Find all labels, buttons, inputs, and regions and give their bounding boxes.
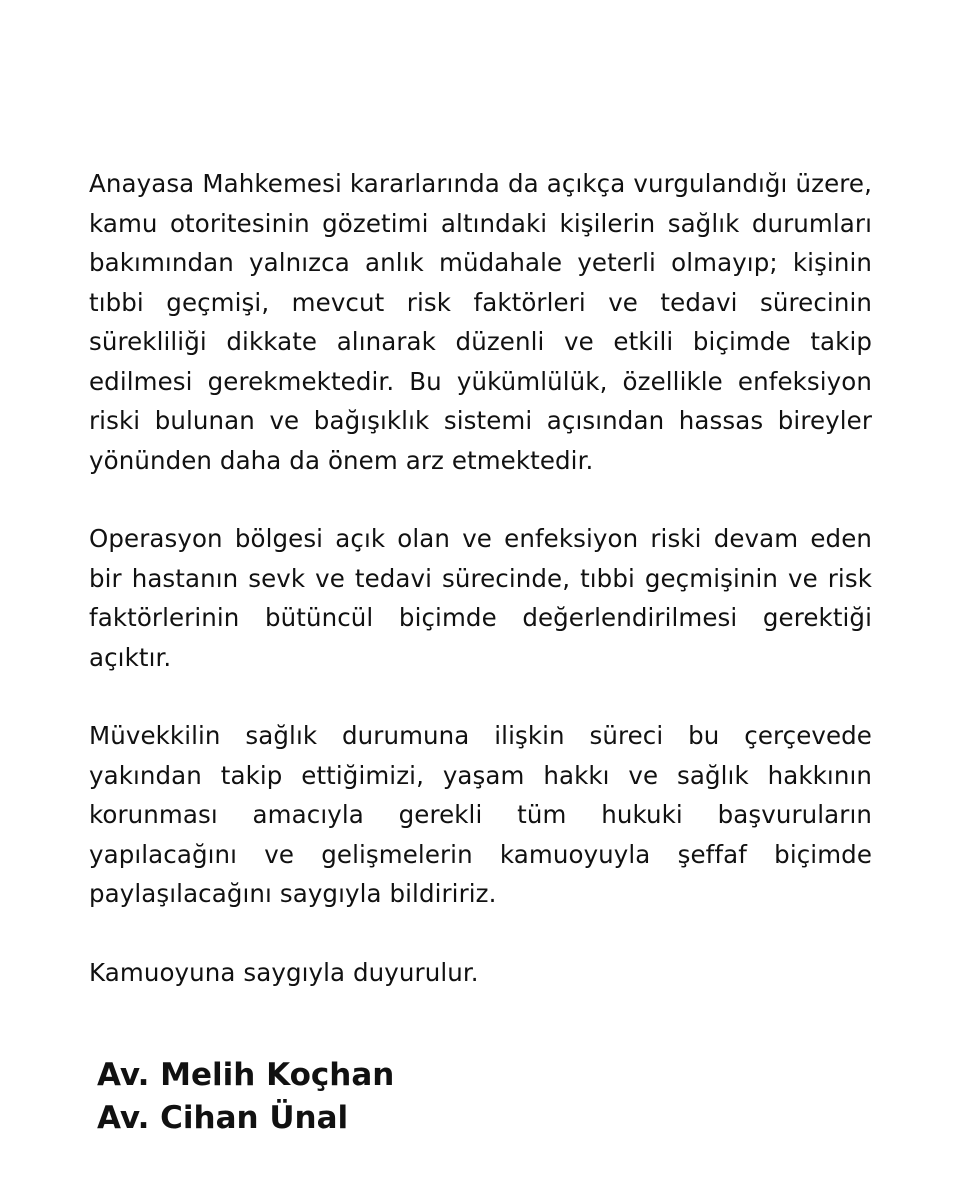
statement-body	[89, 164, 872, 992]
paragraph-closing: Kamuoyuna saygıyla duyurulur.	[89, 957, 479, 987]
signature-cihan-unal: Av. Cihan Ünal	[97, 1100, 349, 1136]
paragraph-surgery-infection: Operasyon bölgesi açık olan ve enfeksiyon riski devam eden bir hastanın sevk ve tedavi sürecinde, tıbbi geçmişinin ve risk faktörlerinin bütüncül biçimde değerlendirilmesi gerektiği açıktır.	[89, 524, 872, 672]
signature-block	[97, 1054, 697, 1140]
paragraph-legal-follow-up: Müvekkilin sağlık durumuna ilişkin süreci bu çerçevede yakından takip ettiğimizi, yaşam hakkı ve sağlık hakkının korunması amacıyla gerekli tüm hukuki başvuruların yapılacağını ve gelişmelerin kamuoyuyla şeffaf biçimde paylaşılacağını saygıyla bildiririz.	[89, 721, 872, 908]
paragraph-constitutional-court: Anayasa Mahkemesi kararlarında da açıkça vurgulandığı üzere, kamu otoritesinin gözetimi altındaki kişilerin sağlık durumları bakımından yalnızca anlık müdahale yeterli olmayıp; kişinin tıbbi geçmişi, mevcut risk faktörleri ve tedavi sürecinin sürekliliği dikkate alınarak düzenli ve etkili biçimde takip edilmesi gerekmektedir. Bu yükümlülük, özellikle enfeksiyon riski bulunan ve bağışıklık sistemi açısından hassas bireyler yönünden daha da önem arz etmektedir.	[89, 169, 872, 475]
signature-melih-kochan: Av. Melih Koçhan	[97, 1057, 395, 1093]
